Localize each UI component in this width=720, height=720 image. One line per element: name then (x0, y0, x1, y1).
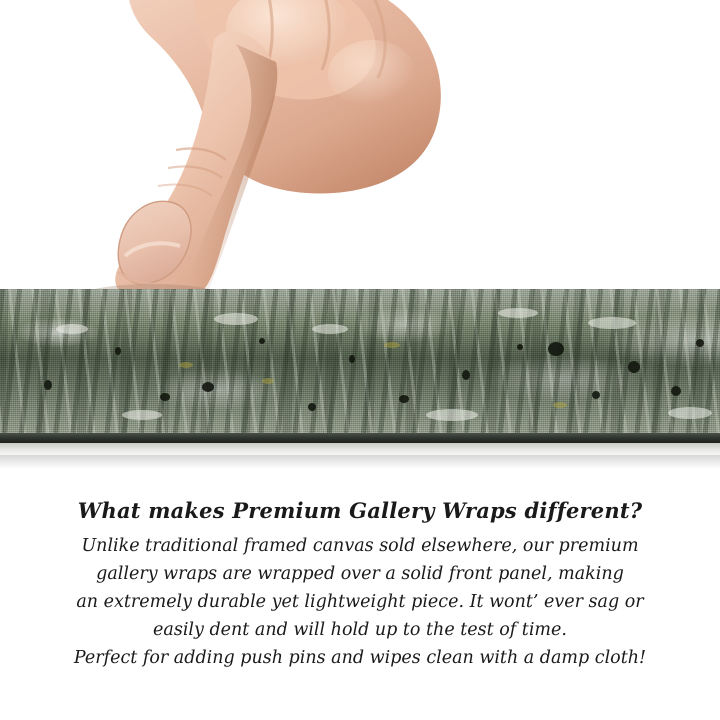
knuckle-highlight-2 (328, 40, 416, 108)
caption-heading: What makes Premium Gallery Wraps different? (77, 498, 643, 523)
caption-line-4: easily dent and will hold up to the test of time. (153, 620, 567, 640)
caption-line-1: Unlike traditional framed canvas sold elsewhere, our premium (81, 536, 639, 556)
caption-line-2: gallery wraps are wrapped over a solid front panel, making (96, 564, 624, 584)
caption-line-5: Perfect for adding push pins and wipes clean with a damp cloth! (73, 648, 647, 668)
hand-photo-region (0, 0, 720, 300)
canvas-bottom-edge (0, 443, 720, 455)
canvas-speckle-detail (0, 289, 720, 433)
caption-block (0, 498, 720, 672)
canvas-art-surface (0, 289, 720, 433)
canvas-depth-edge (0, 433, 720, 443)
canvas-drop-shadow (0, 455, 720, 469)
caption-line-3: an extremely durable yet lightweight piece. It wont’ ever sag or (76, 592, 644, 612)
canvas-edge-strip (0, 289, 720, 455)
thumb-pressing-canvas-illustration (0, 0, 720, 300)
